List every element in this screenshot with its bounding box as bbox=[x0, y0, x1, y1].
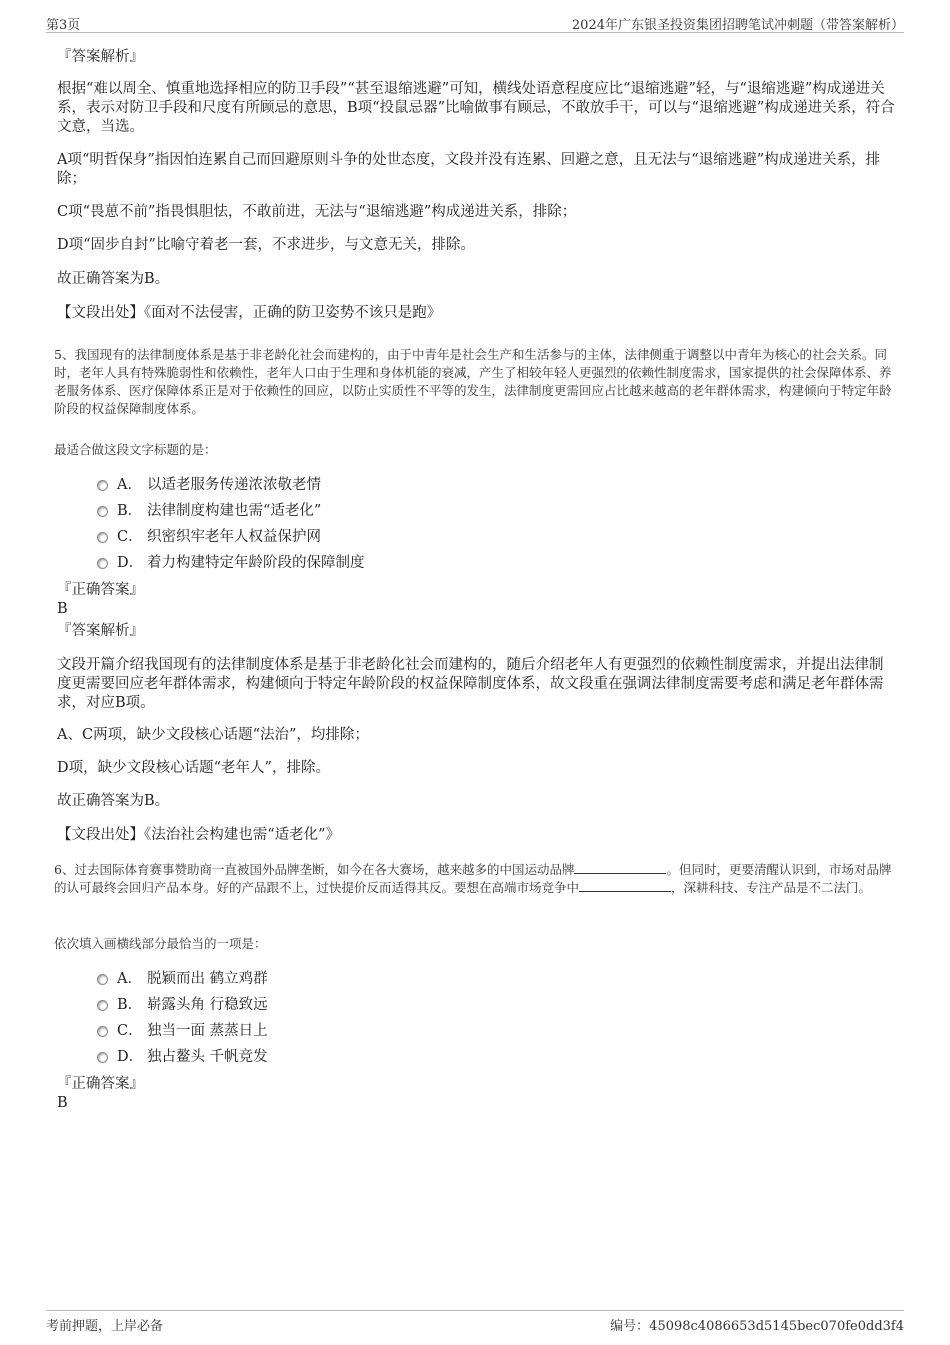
q6-stem: 6、过去国际体育赛事赞助商一直被国外品牌垄断，如今在各大赛场，越来越多的中国运动品牌 。但同时，更要清醒认识到，市场对品牌的认可最终会回归产品本身。好的产品跟不上，过快提价反而适得其反。要想在高端市场竞争中 ，深耕科技、专注产品是不二法门。 bbox=[54, 862, 892, 895]
q5-option-c[interactable]: C． 织密织牢老年人权益保护网 bbox=[97, 527, 321, 547]
page-number: 第3页 bbox=[46, 18, 81, 33]
q4-analysis-label: 『答案解析』 bbox=[57, 49, 144, 65]
q6-option-d[interactable]: D． 独占鳌头 千帆竞发 bbox=[97, 1047, 268, 1067]
radio-icon[interactable] bbox=[97, 532, 108, 543]
radio-icon[interactable] bbox=[97, 1026, 108, 1037]
document-title: 2024年广东银圣投资集团招聘笔试冲刺题（带答案解析） bbox=[571, 18, 904, 33]
radio-icon[interactable] bbox=[97, 1000, 108, 1011]
page-header bbox=[46, 12, 904, 33]
q5-stem: 5、我国现有的法律制度体系是基于非老龄化社会而建构的，由于中青年是社会生产和生活参与的主体，法律侧重于调整以中青年为核心的社会关系。同时，老年人具有特殊脆弱性和依赖性，老年人口由于生理和身体机能的衰减，产生了相较年轻人更强烈的依赖性制度需求，国家提供的社会保障体系、养老服务体系、医疗保障体系正是对于依赖性的回应，以防止实质性不平等的发生，法律制度更需回应占比越来越高的老年群体需求，构建倾向于特定年龄阶段的权益保障制度体系。 bbox=[54, 347, 892, 416]
q5-analysis-label: 『答案解析』 bbox=[57, 623, 144, 639]
q5-option-d[interactable]: D． 着力构建特定年龄阶段的保障制度 bbox=[97, 553, 365, 573]
q6-option-c[interactable]: C． 独当一面 蒸蒸日上 bbox=[97, 1021, 268, 1041]
q5-conclusion: 故正确答案为B。 bbox=[57, 793, 170, 809]
q6-answer-label: 『正确答案』 bbox=[57, 1076, 144, 1092]
q4-analysis-p2: A项“明哲保身”指因怕连累自己而回避原则斗争的处世态度，文段并没有连累、回避之意，且无法与“退缩逃避”构成递进关系，排除； bbox=[57, 152, 881, 187]
document-code: 编号：45098c4086653d5145bec070fe0dd3f4 bbox=[610, 1319, 904, 1334]
q5-source: 【文段出处】《法治社会构建也需“适老化”》 bbox=[57, 827, 341, 843]
q6-option-a[interactable]: A． 脱颖而出 鹤立鸡群 bbox=[97, 969, 268, 989]
q5-prompt: 最适合做这段文字标题的是： bbox=[54, 442, 217, 457]
q6-option-b[interactable]: B． 崭露头角 行稳致远 bbox=[97, 995, 268, 1015]
radio-icon[interactable] bbox=[97, 974, 108, 985]
q5-analysis-p3: D项，缺少文段核心话题“老年人”，排除。 bbox=[57, 760, 330, 776]
radio-icon[interactable] bbox=[97, 480, 108, 491]
q4-source: 【文段出处】《面对不法侵害，正确的防卫姿势不该只是跑》 bbox=[57, 305, 442, 321]
footer-slogan: 考前押题，上岸必备 bbox=[46, 1319, 164, 1334]
q4-conclusion: 故正确答案为B。 bbox=[57, 271, 170, 287]
q4-analysis-p3: C项“畏葸不前”指畏惧胆怯，不敢前进，无法与“退缩逃避”构成递进关系，排除； bbox=[57, 204, 577, 220]
q5-option-b[interactable]: B． 法律制度构建也需“适老化” bbox=[97, 501, 321, 521]
page-footer bbox=[46, 1310, 904, 1333]
fill-blank-2 bbox=[579, 879, 671, 892]
radio-icon[interactable] bbox=[97, 1052, 108, 1063]
q5-option-a[interactable]: A． 以适老服务传递浓浓敬老情 bbox=[97, 475, 321, 495]
q6-answer: B bbox=[57, 1095, 68, 1111]
q5-answer-label: 『正确答案』 bbox=[57, 582, 144, 598]
q5-analysis-p1: 文段开篇介绍我国现有的法律制度体系是基于非老龄化社会而建构的，随后介绍老年人有更强烈的依赖性制度需求，并提出法律制度更需要回应老年群体需求，构建倾向于特定年龄阶段的权益保障制度体系，故文段重在强调法律制度需要考虑和满足老年群体需求，对应B项。 bbox=[57, 657, 884, 711]
radio-icon[interactable] bbox=[97, 506, 108, 517]
q5-analysis-p2: A、C两项，缺少文段核心话题“法治”，均排除； bbox=[57, 727, 369, 743]
q4-analysis-p1: 根据“难以周全、慎重地选择相应的防卫手段”“甚至退缩逃避”可知，横线处语意程度应比“退缩逃避”轻，与“退缩逃避”构成递进关系，表示对防卫手段和尺度有所顾忌的意思，B项“投鼠忌器”比喻做事有顾忌，不敢放手干，可以与“退缩逃避”构成递进关系，符合文意，当选。 bbox=[57, 81, 895, 135]
q6-prompt: 依次填入画横线部分最恰当的一项是： bbox=[54, 936, 267, 951]
q4-analysis-p4: D项“固步自封”比喻守着老一套，不求进步，与文意无关，排除。 bbox=[57, 237, 475, 253]
q5-answer: B bbox=[57, 601, 68, 617]
fill-blank-1 bbox=[574, 861, 666, 874]
radio-icon[interactable] bbox=[97, 558, 108, 569]
